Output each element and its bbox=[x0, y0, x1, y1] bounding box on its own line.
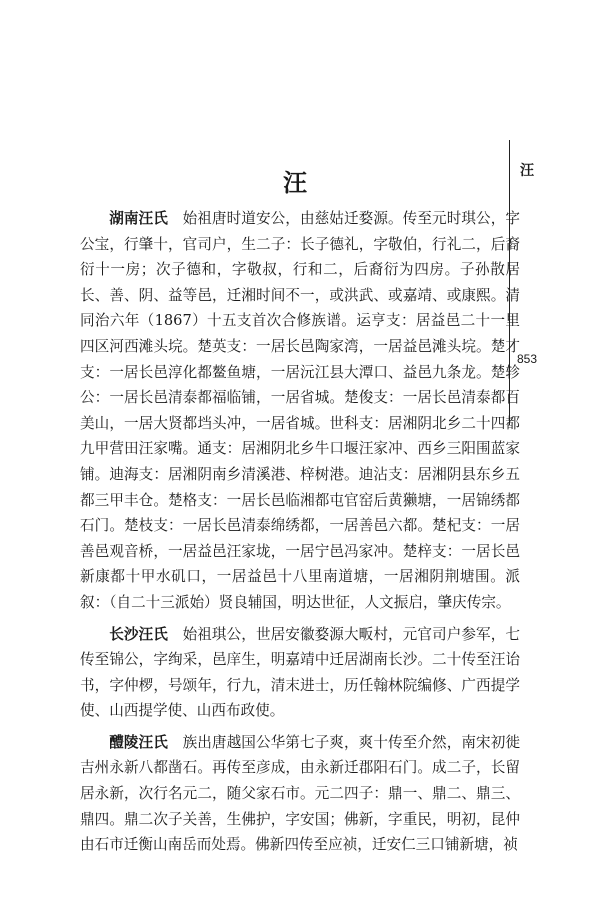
clan-text: 始祖唐时道安公，由慈姑迁婺源。传至元时琪公，字公宝，行肇十，官司户，生二子：长子德礼，字敬伯，行礼二，后裔衍十一房；次子德和，字敬叔，行和二，后裔衍为四房。子孙散居长、善、阴、益等邑，迁湘时间不一，或洪武、或嘉靖、或康熙。清同治六年（1867）十五支首次合修族谱。运亨支：居益邑二十一里四区河西滩头垸。楚英支：一居长邑陶家湾，一居益邑滩头垸。楚才支：一居长邑淳化都鳌鱼塘，一居沅江县大潭口、益邑九条龙。楚轸公：一居长邑清泰都福临铺，一居省城。楚俊支：一居长邑清泰都百美山，一居大贤都垱头冲，一居省城。世科支：居湘阴北乡二十四都九甲营田汪家嘴。通支：居湘阴北乡牛口堰汪家冲、西乡三阳围蓝家铺。迪海支：居湘阴南乡清溪港、梓树港。迪沾支：居湘阴县东乡五都三甲丰仓。楚格支：一居长邑临湘都屯官窑后黄獭塘，一居锦绣都石门。楚枝支：一居长邑清泰绵绣都，一居善邑六都。楚杞支：一居善邑观音桥，一居益邑汪家垅，一居宁邑冯家冲。楚梓支：一居长邑新康都十甲水矶口，一居益邑十八里南道塘，一居湘阴荆塘围。派叙：（自二十三派始）贤良辅国，明达世征，人文振启，肇庆传宗。 bbox=[80, 210, 520, 611]
clan-heading: 湖南汪氏 bbox=[109, 210, 168, 227]
page-title: 汪 bbox=[283, 169, 311, 197]
clan-heading: 长沙汪氏 bbox=[109, 625, 168, 643]
clan-text: 族出唐越国公华第七子爽，爽十传至介然，南宋初徙吉州永新八都凿石。再传至彦成，由永新迁郡阳石门。成二子，长留居永新，次行名元二，随父家石市。元二四子：鼎一、鼎二、鼎三、鼎四。鼎二次子关善，生佛护，字安国；佛新，字重民，明初，昆仲由石市迁衡山南岳而处焉。佛新四传至应祯，迁安仁三口铺新塘，祯 bbox=[80, 733, 520, 854]
clan-entry-changsha bbox=[80, 622, 520, 724]
page-number: 853 bbox=[517, 352, 538, 366]
running-header-label: 汪 bbox=[520, 163, 534, 179]
main-text bbox=[80, 206, 520, 864]
clan-heading: 醴陵汪氏 bbox=[109, 733, 168, 751]
clan-text: 始祖琪公，世居安徽婺源大畈村，元官司户参军，七传至锦公，字绚采，邑庠生，明嘉靖中迁居湖南长沙。二十传至汪诒书，字仲椤，号颂年，行九，清末进士，历任翰林院编修、广西提学使、山西提学使、山西布政使。 bbox=[80, 625, 520, 720]
clan-entry-hunan bbox=[80, 206, 520, 616]
clan-entry-liling bbox=[80, 730, 520, 858]
